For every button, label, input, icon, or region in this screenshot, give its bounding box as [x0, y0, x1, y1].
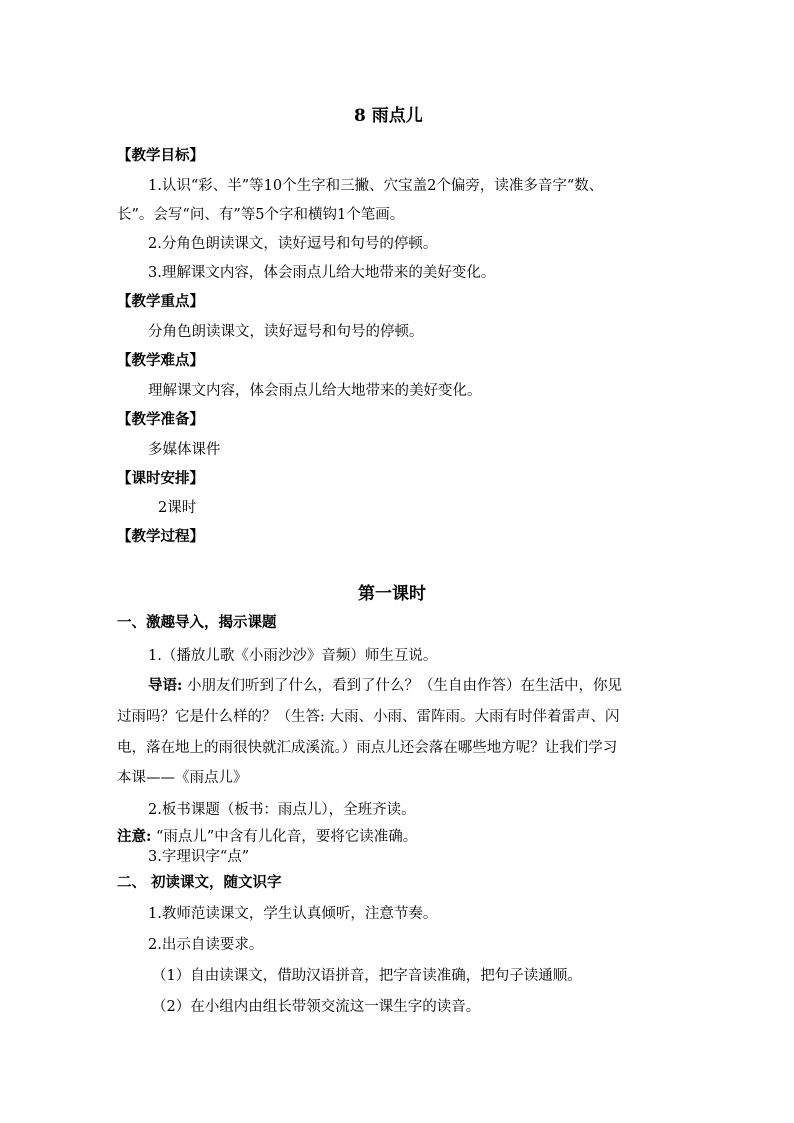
guide-line-3: 电，落在地上的雨很快就汇成溪流。）雨点儿还会落在哪些地方呢？让我们学习: [117, 740, 618, 756]
guide-line-4: 本课——《雨点儿》: [117, 770, 248, 786]
goal-3: 3.理解课文内容，体会雨点儿给大地带来的美好变化。: [148, 265, 496, 281]
goals-heading: 【教学目标】: [117, 147, 204, 164]
part-1-heading: 一、激趣导入，揭示课题: [117, 614, 277, 631]
part-2-heading: 二、 初读课文，随文识字: [117, 874, 282, 891]
key-points-text: 分角色朗读课文，读好逗号和句号的停顿。: [148, 324, 424, 340]
goal-2: 2.分角色朗读课文，读好逗号和句号的停顿。: [148, 236, 438, 252]
note-text: “雨点儿”中含有儿化音，要将它读准确。: [151, 829, 418, 845]
guide-line-1: [148, 676, 622, 696]
part-2-step-1: 1.教师范读课文，学生认真倾听，注意节奏。: [148, 906, 438, 922]
schedule-heading: 【课时安排】: [117, 470, 204, 487]
preparation-heading: 【教学准备】: [117, 411, 204, 428]
part-2-step-2-item-2: （2）在小组内由组长带领交流这一课生字的读音。: [152, 999, 481, 1015]
goal-1-line-2: 长”。会写“问、有”等5个字和横钩1个笔画。: [117, 207, 405, 223]
lesson-title: 8 雨点儿: [354, 106, 423, 126]
step-3: 3.字理识字“点”: [148, 849, 250, 865]
process-heading: 【教学过程】: [117, 528, 204, 545]
part-2-step-2: 2.出示自读要求。: [148, 937, 264, 953]
step-2: 2.板书课题（板书：雨点儿），全班齐读。: [148, 802, 416, 818]
difficulties-heading: 【教学难点】: [117, 352, 204, 369]
preparation-text: 多媒体课件: [148, 442, 221, 458]
part-2-step-2-item-1: （1）自由读课文，借助汉语拼音，把字音读准确，把句子读通顺。: [152, 968, 582, 984]
difficulties-text: 理解课文内容，体会雨点儿给大地带来的美好变化。: [148, 383, 482, 399]
key-points-heading: 【教学重点】: [117, 293, 204, 310]
step-1: 1.（播放儿歌《小雨沙沙》音频）师生互说。: [148, 648, 438, 664]
guide-line-2: 过雨吗？它是什么样的？（生答: 大雨、小雨、雷阵雨。大雨有时伴着雷声、闪: [117, 709, 620, 725]
goal-1-line-1: 1.认识“彩、半”等10个生字和三撇、穴宝盖2个偏旁，读准多音字“数、: [148, 178, 604, 194]
note-label: 注意:: [117, 828, 152, 845]
guide-text-1: 小朋友们听到了什么，看到了什么？（生自由作答）在生活中，你见: [182, 678, 622, 694]
lesson-1-title: 第一课时: [358, 584, 426, 604]
schedule-text: 2课时: [158, 500, 197, 516]
note-line: [117, 827, 417, 847]
guide-label: 导语:: [148, 677, 183, 694]
